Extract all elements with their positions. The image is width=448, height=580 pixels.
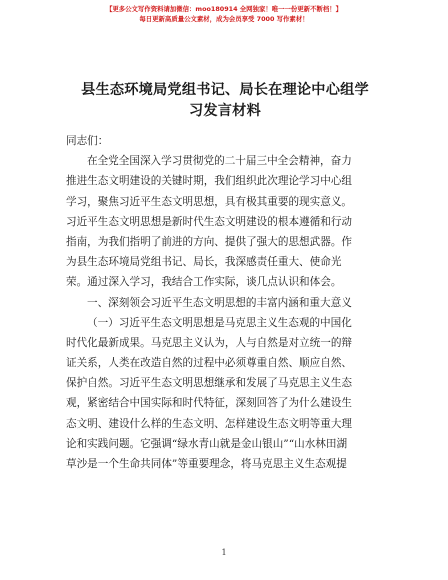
paragraph-line: 观，紧密结合中国实际和时代特征，深刻回答了为什么建设生 (66, 397, 353, 410)
section-heading: 一、深刻领会习近平生态文明思想的丰富内涵和重大意义 (87, 296, 352, 309)
document-body (66, 131, 384, 474)
promo-banner-line-1: 【更多公文写作资料请加微信：moo180914 全网独家！唯一一份更新不断档！】 (105, 5, 343, 13)
paragraph-line: 态文明、建设什么样的生态文明、怎样建设生态文明等重大理 (66, 417, 353, 430)
paragraph-line: 证关系，人类在改造自然的过程中必须尊重自然、顺应自然、 (66, 357, 353, 370)
paragraph-line: 推进生态文明建设的关键时期，我们组织此次理论学习中心组 (66, 175, 353, 188)
promo-banner (0, 4, 448, 24)
paragraph-line: 学习，聚焦习近平生态文明思想，具有极其重要的现实意义。 (66, 195, 353, 208)
document-title-line-2: 习发言材料 (189, 103, 261, 119)
page-number: 1 (221, 548, 227, 557)
paragraph-line: 在全党全国深入学习贯彻党的二十届三中全会精神，奋力 (87, 155, 352, 168)
paragraph-line: 荣。通过深入学习，我结合工作实际，谈几点认识和体会。 (66, 276, 342, 289)
salutation: 同志们： (66, 135, 109, 147)
paragraph-line: 习近平生态文明思想是新时代生态文明建设的根本遵循和行动 (66, 215, 353, 228)
paragraph-line: 草沙是一个生命共同体”等重要理念，将马克思主义生态观提 (66, 458, 347, 470)
paragraph-line: 保护自然。习近平生态文明思想继承和发展了马克思主义生态 (66, 377, 353, 390)
paragraph-line: 指南，为我们指明了前进的方向、提供了强大的思想武器。作 (66, 235, 353, 248)
document-title-line-1: 县生态环境局党组书记、局长在理论中心组学 (81, 82, 369, 98)
paragraph-line: 为县生态环境局党组书记、局长，我深感责任重大、使命光 (66, 256, 342, 269)
promo-banner-line-2: 每日更新高质量公文素材，成为会员享受 7000 写作素材！ (139, 15, 309, 23)
document-title (50, 80, 400, 122)
paragraph-line: 论和实践问题。它强调“绿水青山就是金山银山”“山水林田湖 (66, 437, 348, 450)
paragraph-line: 时代化最新成果。马克思主义认为，人与自然是对立统一的辩 (66, 336, 353, 349)
subsection-heading-line: （一）习近平生态文明思想是马克思主义生态观的中国化 (87, 316, 352, 329)
